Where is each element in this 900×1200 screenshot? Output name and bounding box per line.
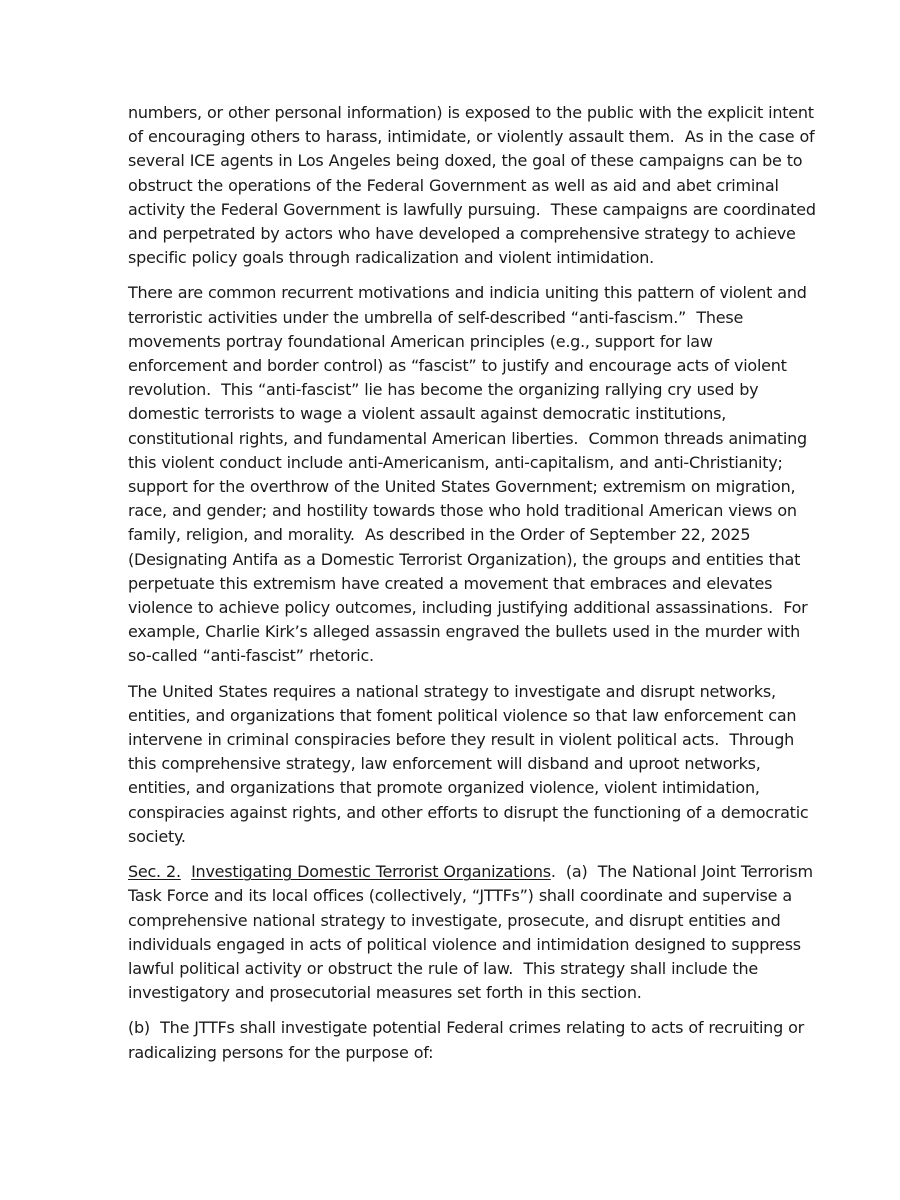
text-line: of encouraging others to harass, intimidate, or violently assault them. As in the case of: [128, 127, 815, 147]
text-line: race, and gender; and hostility towards those who hold traditional American views on: [128, 501, 797, 521]
text-line: this violent conduct include anti-Americanism, anti-capitalism, and anti-Christianity;: [128, 452, 783, 472]
text-line: several ICE agents in Los Angeles being doxed, the goal of these campaigns can be to: [128, 151, 803, 171]
text-line: constitutional rights, and fundamental American liberties. Common threads animating: [128, 428, 807, 448]
section-2-intro: . (a) The National Joint Terrorism: [550, 862, 813, 882]
text-line: enforcement and border control) as “fascist” to justify and encourage acts of violent: [128, 356, 787, 376]
text-line: intervene in criminal conspiracies before they result in violent political acts. Through: [128, 730, 794, 750]
text-line: domestic terrorists to wage a violent assault against democratic institutions,: [128, 404, 727, 424]
text-line: conspiracies against rights, and other efforts to disrupt the functioning of a democratic: [128, 802, 809, 822]
text-line: investigatory and prosecutorial measures set forth in this section.: [128, 983, 642, 1003]
text-line: Task Force and its local offices (collectively, “JTTFs”) shall coordinate and supervise a: [128, 886, 792, 906]
text-line: individuals engaged in acts of political violence and intimidation designed to suppress: [128, 934, 801, 954]
text-line: revolution. This “anti-fascist” lie has become the organizing rallying cry used by: [128, 380, 759, 400]
text-line: this comprehensive strategy, law enforcement will disband and uproot networks,: [128, 754, 761, 774]
text-line: obstruct the operations of the Federal Government as well as aid and abet criminal: [128, 175, 779, 195]
section-2-first-line: [128, 860, 813, 884]
text-line: terroristic activities under the umbrella of self-described “anti-fascism.” These: [128, 307, 744, 327]
text-line: entities, and organizations that promote organized violence, violent intimidation,: [128, 778, 760, 798]
section-2: [128, 860, 813, 1005]
text-line: movements portray foundational American principles (e.g., support for law: [128, 331, 713, 351]
subsection-b: [128, 1016, 804, 1064]
text-line: family, religion, and morality. As described in the Order of September 22, 2025: [128, 525, 751, 545]
paragraph-doxing: [128, 101, 816, 270]
text-line: violence to achieve policy outcomes, including justifying additional assassinations. For: [128, 598, 808, 618]
text-line: (b) The JTTFs shall investigate potential Federal crimes relating to acts of recruiting or: [128, 1018, 804, 1038]
text-line: and perpetrated by actors who have developed a comprehensive strategy to achieve: [128, 224, 796, 244]
text-line: numbers, or other personal information) is exposed to the public with the explicit intent: [128, 103, 814, 122]
text-line: perpetuate this extremism have created a movement that embraces and elevates: [128, 573, 773, 593]
text-line: so-called “anti-fascist” rhetoric.: [128, 646, 374, 666]
text-line: There are common recurrent motivations and indicia uniting this pattern of violent and: [128, 283, 807, 303]
text-line: specific policy goals through radicalization and violent intimidation.: [128, 248, 655, 268]
text-line: comprehensive national strategy to investigate, prosecute, and disrupt entities and: [128, 910, 781, 930]
text-line: (Designating Antifa as a Domestic Terrorist Organization), the groups and entities that: [128, 549, 801, 569]
text-line: activity the Federal Government is lawfully pursuing. These campaigns are coordinated: [128, 199, 816, 219]
section-label: Sec. 2.: [128, 862, 181, 882]
text-line: lawful political activity or obstruct the rule of law. This strategy shall include the: [128, 958, 758, 978]
paragraph-motivations: [128, 281, 808, 668]
section-title: Investigating Domestic Terrorist Organizations: [191, 862, 551, 882]
text-line: radicalizing persons for the purpose of:: [128, 1042, 434, 1062]
paragraph-national-strategy: [128, 680, 809, 849]
text-line: society.: [128, 826, 186, 846]
text-line: support for the overthrow of the United States Government; extremism on migration,: [128, 477, 796, 497]
text-line: The United States requires a national strategy to investigate and disrupt networks,: [128, 681, 776, 701]
document-body: [128, 101, 816, 1076]
text-line: entities, and organizations that foment political violence so that law enforcement can: [128, 705, 797, 725]
text-line: example, Charlie Kirk’s alleged assassin engraved the bullets used in the murder with: [128, 622, 800, 642]
